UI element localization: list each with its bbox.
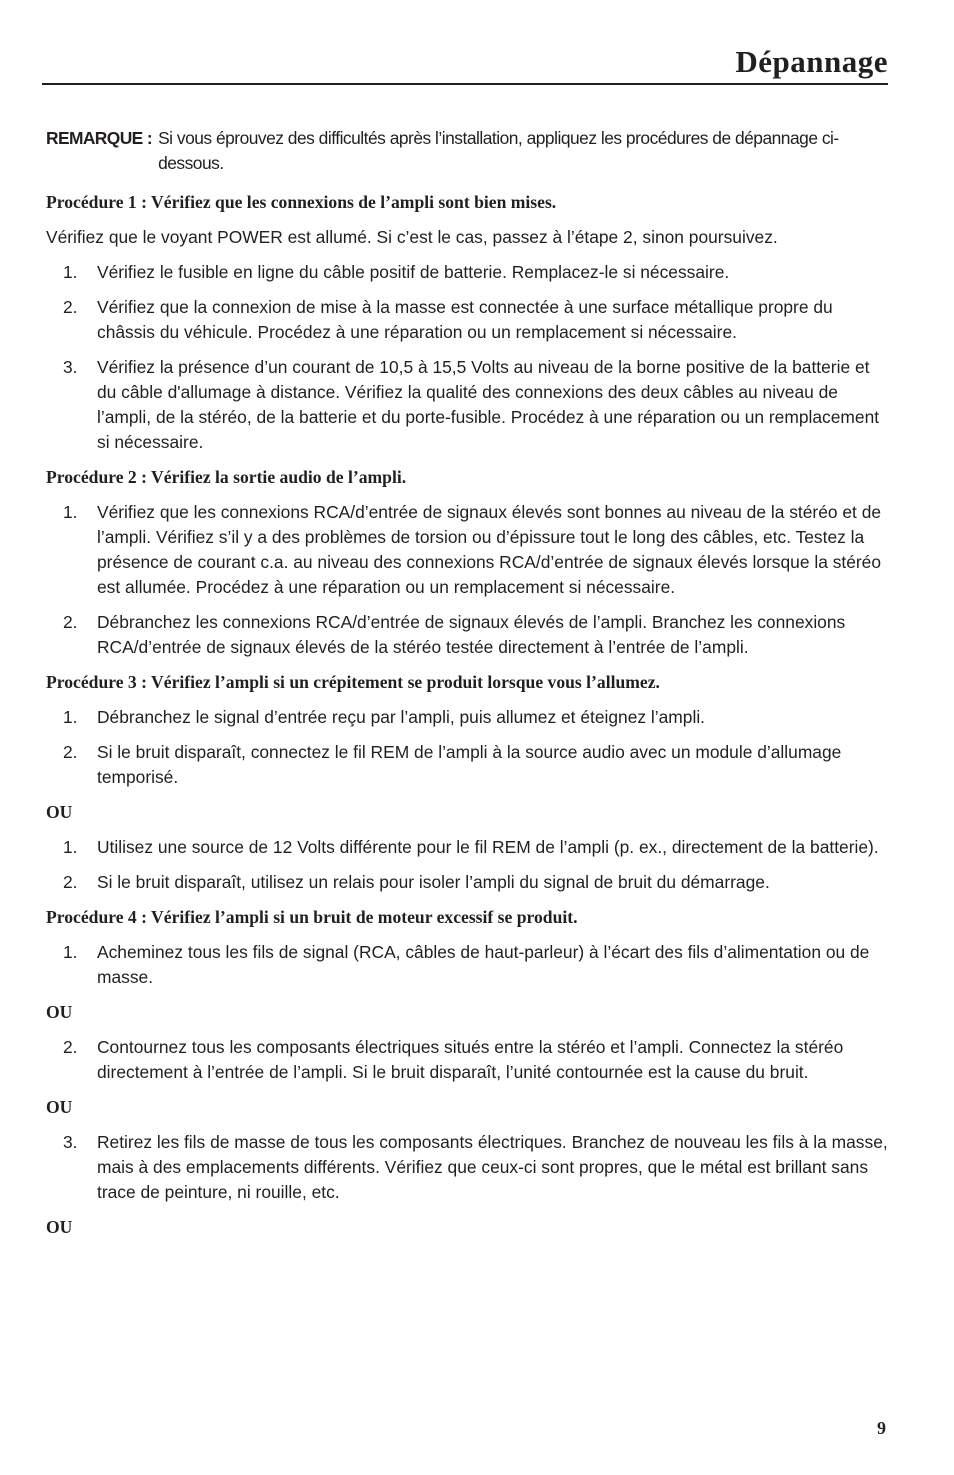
step-number: 2. bbox=[63, 1037, 78, 1057]
step-number: 1. bbox=[63, 942, 78, 962]
procedure-2-steps bbox=[46, 500, 888, 660]
step-number: 2. bbox=[63, 872, 78, 892]
step-number: 1. bbox=[63, 707, 78, 727]
or-separator: OU bbox=[46, 1097, 73, 1117]
step-number: 1. bbox=[63, 262, 78, 282]
procedure-4-step-1 bbox=[46, 940, 888, 990]
page-number: 9 bbox=[877, 1418, 886, 1438]
or-separator: OU bbox=[46, 1002, 73, 1022]
list-item bbox=[46, 1035, 888, 1085]
list-item bbox=[46, 705, 888, 730]
step-text: Vérifiez la présence d’un courant de 10,5 à 15,5 Volts au niveau de la borne positive de la batterie et du câble d'allumage à distance. Vérifiez la qualité des connexions des deux câbles au niveau de l’ampli, de la stéréo, de la batterie et du porte-fusible. Procédez à une réparation ou un remplacement si nécessaire. bbox=[97, 357, 880, 452]
or-separator: OU bbox=[46, 1217, 73, 1237]
list-item bbox=[46, 355, 888, 455]
step-text: Vérifiez que la connexion de mise à la masse est connectée à une surface métallique propre du châssis du véhicule. Procédez à une réparation ou un remplacement si nécessaire. bbox=[97, 297, 833, 342]
step-number: 2. bbox=[63, 742, 78, 762]
step-number: 2. bbox=[63, 612, 78, 632]
list-item bbox=[46, 500, 888, 600]
step-number: 3. bbox=[63, 357, 78, 377]
step-text: Contournez tous les composants électriques situés entre la stéréo et l’ampli. Connectez la stéréo directement à l’entrée de l’ampli. Si le bruit disparaît, l’unité contournée est la cause du bruit. bbox=[97, 1037, 844, 1082]
procedure-1-intro: Vérifiez que le voyant POWER est allumé. Si c’est le cas, passez à l’étape 2, sinon poursuivez. bbox=[46, 227, 778, 247]
step-text: Débranchez les connexions RCA/d’entrée de signaux élevés de l’ampli. Branchez les connexions RCA/d’entrée de signaux élevés de la stéréo testée directement à l’entrée de l’ampli. bbox=[97, 612, 846, 657]
main-content bbox=[46, 126, 888, 1250]
step-text: Débranchez le signal d’entrée reçu par l’ampli, puis allumez et éteignez l’ampli. bbox=[97, 707, 706, 727]
note-text: Si vous éprouvez des difficultés après l’installation, appliquez les procédures de dépannage ci-dessous. bbox=[158, 128, 839, 173]
header-rule bbox=[42, 83, 888, 85]
list-item bbox=[46, 610, 888, 660]
list-item bbox=[46, 260, 888, 285]
step-text: Vérifiez que les connexions RCA/d’entrée de signaux élevés sont bonnes au niveau de la stéréo et de l’ampli. Vérifiez s’il y a des problèmes de torsion ou d’épissure tout le long des câbles, etc. Testez la présence de courant c.a. au niveau des connexions RCA/d’entrée de signaux élevés lorsque la stéréo est allumée. Procédez à une réparation ou un remplacement si nécessaire. bbox=[97, 502, 882, 597]
procedure-3-title: Procédure 3 : Vérifiez l’ampli si un crépitement se produit lorsque vous l’allumez. bbox=[46, 672, 660, 692]
note-label: REMARQUE : bbox=[46, 128, 153, 148]
list-item bbox=[46, 295, 888, 345]
step-text: Utilisez une source de 12 Volts différente pour le fil REM de l’ampli (p. ex., directement de la batterie). bbox=[97, 837, 879, 857]
procedure-4-title: Procédure 4 : Vérifiez l’ampli si un bruit de moteur excessif se produit. bbox=[46, 907, 578, 927]
list-item bbox=[46, 835, 888, 860]
step-text: Retirez les fils de masse de tous les composants électriques. Branchez de nouveau les fils à la masse, mais à des emplacements différents. Vérifiez que ceux-ci sont propres, que le métal est brillant sans trace de peinture, ni rouille, etc. bbox=[97, 1132, 888, 1202]
procedure-3-steps-a bbox=[46, 705, 888, 790]
step-number: 2. bbox=[63, 297, 78, 317]
page-title: Dépannage bbox=[735, 44, 888, 79]
note bbox=[46, 126, 888, 176]
step-text: Si le bruit disparaît, utilisez un relais pour isoler l’ampli du signal de bruit du démarrage. bbox=[97, 872, 770, 892]
list-item bbox=[46, 740, 888, 790]
or-separator: OU bbox=[46, 802, 73, 822]
list-item bbox=[46, 940, 888, 990]
procedure-1-title: Procédure 1 : Vérifiez que les connexions de l’ampli sont bien mises. bbox=[46, 192, 557, 212]
procedure-4-step-3 bbox=[46, 1130, 888, 1205]
procedure-2-title: Procédure 2 : Vérifiez la sortie audio de l’ampli. bbox=[46, 467, 407, 487]
step-text: Acheminez tous les fils de signal (RCA, câbles de haut-parleur) à l’écart des fils d’alimentation ou de masse. bbox=[97, 942, 870, 987]
step-text: Si le bruit disparaît, connectez le fil REM de l’ampli à la source audio avec un module d’allumage temporisé. bbox=[97, 742, 842, 787]
list-item bbox=[46, 1130, 888, 1205]
procedure-1-steps bbox=[46, 260, 888, 455]
step-text: Vérifiez le fusible en ligne du câble positif de batterie. Remplacez-le si nécessaire. bbox=[97, 262, 730, 282]
step-number: 1. bbox=[63, 837, 78, 857]
step-number: 3. bbox=[63, 1132, 78, 1152]
list-item bbox=[46, 870, 888, 895]
step-number: 1. bbox=[63, 502, 78, 522]
procedure-4-step-2 bbox=[46, 1035, 888, 1085]
procedure-3-steps-b bbox=[46, 835, 888, 895]
